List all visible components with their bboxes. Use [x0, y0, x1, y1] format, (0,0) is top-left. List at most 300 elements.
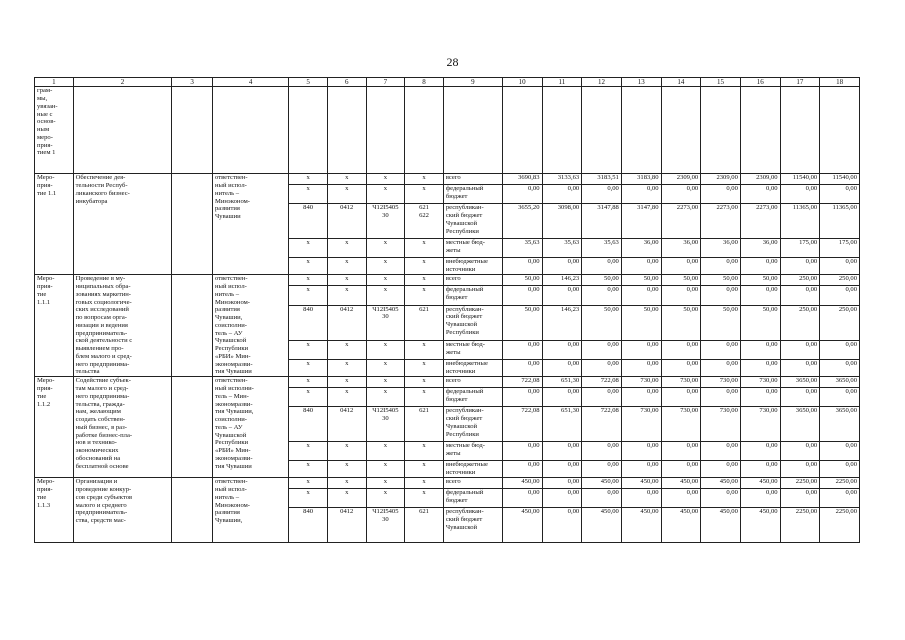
- amount-cell: 0,00: [701, 442, 741, 461]
- column-number-row: [35, 78, 860, 87]
- amount-cell: 2250,00: [820, 508, 860, 543]
- executor-cell: ответствен- ный исполни- тель – Мин- экономразви- тия Чувашии, соисполни- тель – АУ Чувашской Республики «РБИ» Мин- экономразви- тия Чувашии: [213, 377, 289, 478]
- amount-cell: 0,00: [780, 360, 820, 377]
- amount-cell: 11540,00: [820, 174, 860, 185]
- grbs-code-cell: 840: [289, 305, 328, 340]
- section-code-cell: 0412: [327, 305, 366, 340]
- column-number-cell: 10: [502, 78, 542, 87]
- amount-cell: 50,00: [661, 275, 701, 286]
- amount-cell: 0,00: [740, 461, 780, 478]
- amount-cell: 36,00: [740, 239, 780, 258]
- grbs-code-cell: 840: [289, 407, 328, 442]
- empty-cell: [820, 87, 860, 174]
- section-code-cell: x: [327, 377, 366, 388]
- program-funding-table: [34, 77, 860, 543]
- funding-source-cell: местные бюд- жеты: [443, 340, 502, 359]
- expense-type-cell: x: [405, 239, 444, 258]
- amount-cell: 450,00: [582, 478, 622, 489]
- amount-cell: 50,00: [502, 305, 542, 340]
- amount-cell: 0,00: [502, 489, 542, 508]
- amount-cell: 0,00: [820, 258, 860, 275]
- expense-type-cell: x: [405, 360, 444, 377]
- amount-cell: 0,00: [780, 340, 820, 359]
- event-name-cell: Содействие субъек- там малого и сред- него предпринима- тельства, граждa- нам, желающим создать собствен- ный бизнес, в раз- работке бизнес-пла- нов и технико- экономических обоснований на бесплатной основе: [73, 377, 172, 478]
- section-code-cell: 0412: [327, 407, 366, 442]
- amount-cell: 250,00: [820, 275, 860, 286]
- amount-cell: 0,00: [661, 340, 701, 359]
- column-number-cell: 14: [661, 78, 701, 87]
- amount-cell: 0,00: [820, 461, 860, 478]
- column-number-cell: 11: [542, 78, 582, 87]
- target-article-cell: x: [366, 377, 405, 388]
- grbs-code-cell: x: [289, 489, 328, 508]
- amount-cell: 0,00: [701, 388, 741, 407]
- amount-cell: 0,00: [820, 185, 860, 204]
- amount-cell: 0,00: [740, 258, 780, 275]
- target-article-cell: x: [366, 388, 405, 407]
- column-number-cell: 15: [701, 78, 741, 87]
- expense-type-cell: 621: [405, 508, 444, 543]
- expense-type-cell: 621 622: [405, 204, 444, 239]
- funding-source-cell: внебюджетные источники: [443, 258, 502, 275]
- amount-cell: 2309,00: [661, 174, 701, 185]
- empty-cell: [443, 87, 502, 174]
- amount-cell: 35,63: [542, 239, 582, 258]
- empty-cell: [701, 87, 741, 174]
- amount-cell: 36,00: [661, 239, 701, 258]
- amount-cell: 0,00: [820, 286, 860, 305]
- amount-cell: 0,00: [582, 442, 622, 461]
- amount-cell: 0,00: [740, 340, 780, 359]
- amount-cell: 450,00: [621, 508, 661, 543]
- executor-cell: ответствен- ный испол- нитель – Минэконом- развития Чувашии: [213, 174, 289, 275]
- section-code-cell: x: [327, 174, 366, 185]
- amount-cell: 0,00: [621, 340, 661, 359]
- column-number-cell: 3: [172, 78, 213, 87]
- grbs-code-cell: x: [289, 478, 328, 489]
- funding-source-cell: республикан- ский бюджет Чувашской Республики: [443, 407, 502, 442]
- amount-cell: 35,63: [502, 239, 542, 258]
- amount-cell: 0,00: [780, 388, 820, 407]
- amount-cell: 651,30: [542, 377, 582, 388]
- amount-cell: 3650,00: [820, 407, 860, 442]
- amount-cell: 0,00: [621, 461, 661, 478]
- amount-cell: 730,00: [621, 377, 661, 388]
- target-article-cell: Ч12I5405 30: [366, 305, 405, 340]
- amount-cell: 50,00: [582, 275, 622, 286]
- amount-cell: 0,00: [542, 340, 582, 359]
- target-article-cell: Ч12I5405 30: [366, 204, 405, 239]
- continuation-text-cell: грам- мы, увязан- ные с основ- ным меро- прия- тием 1: [35, 87, 74, 174]
- amount-cell: 450,00: [701, 478, 741, 489]
- amount-cell: 2273,00: [701, 204, 741, 239]
- grbs-code-cell: x: [289, 360, 328, 377]
- amount-cell: 730,00: [661, 407, 701, 442]
- amount-cell: 2250,00: [780, 478, 820, 489]
- amount-cell: 0,00: [780, 442, 820, 461]
- amount-cell: 2309,00: [701, 174, 741, 185]
- funding-source-cell: местные бюд- жеты: [443, 442, 502, 461]
- section-code-cell: x: [327, 388, 366, 407]
- amount-cell: 722,08: [582, 407, 622, 442]
- amount-cell: 0,00: [502, 340, 542, 359]
- amount-cell: 0,00: [780, 185, 820, 204]
- amount-cell: 11365,00: [780, 204, 820, 239]
- column-number-cell: 7: [366, 78, 405, 87]
- amount-cell: 0,00: [740, 185, 780, 204]
- section-code-cell: x: [327, 275, 366, 286]
- amount-cell: 0,00: [582, 388, 622, 407]
- amount-cell: 0,00: [661, 489, 701, 508]
- expense-type-cell: x: [405, 185, 444, 204]
- amount-cell: 0,00: [740, 489, 780, 508]
- funding-source-cell: всего: [443, 478, 502, 489]
- event-code-cell: Меро- прия- тие 1.1: [35, 174, 74, 275]
- section-code-cell: 0412: [327, 204, 366, 239]
- target-article-cell: x: [366, 239, 405, 258]
- amount-cell: 35,63: [582, 239, 622, 258]
- amount-cell: 450,00: [502, 478, 542, 489]
- target-article-cell: Ч12I5405 30: [366, 407, 405, 442]
- grbs-code-cell: x: [289, 461, 328, 478]
- target-article-cell: x: [366, 461, 405, 478]
- funding-source-cell: внебюджетные источники: [443, 360, 502, 377]
- amount-cell: 0,00: [621, 388, 661, 407]
- amount-cell: 50,00: [661, 305, 701, 340]
- amount-cell: 0,00: [621, 258, 661, 275]
- amount-cell: 0,00: [701, 360, 741, 377]
- amount-cell: 730,00: [701, 377, 741, 388]
- executor-cell: ответствен- ный испол- нитель – Минэконом- развития Чувашии, соисполни- тель – АУ Чувашской Республики «РБИ» Мин- экономразви- тия Чувашии: [213, 275, 289, 377]
- amount-cell: 0,00: [820, 340, 860, 359]
- section-code-cell: x: [327, 239, 366, 258]
- amount-cell: 146,23: [542, 305, 582, 340]
- amount-cell: 0,00: [582, 461, 622, 478]
- amount-cell: 0,00: [542, 442, 582, 461]
- empty-cell: [172, 275, 213, 377]
- amount-cell: 0,00: [621, 185, 661, 204]
- amount-cell: 0,00: [701, 185, 741, 204]
- amount-cell: 3650,00: [780, 377, 820, 388]
- amount-cell: 0,00: [542, 461, 582, 478]
- table-row: [35, 377, 860, 388]
- column-number-cell: 8: [405, 78, 444, 87]
- amount-cell: 0,00: [542, 388, 582, 407]
- amount-cell: 3147,80: [621, 204, 661, 239]
- amount-cell: 0,00: [542, 360, 582, 377]
- funding-source-cell: республикан- ский бюджет Чувашской Республики: [443, 305, 502, 340]
- grbs-code-cell: x: [289, 185, 328, 204]
- amount-cell: 2273,00: [740, 204, 780, 239]
- amount-cell: 0,00: [820, 388, 860, 407]
- amount-cell: 722,08: [502, 407, 542, 442]
- empty-cell: [213, 87, 289, 174]
- grbs-code-cell: x: [289, 174, 328, 185]
- empty-cell: [661, 87, 701, 174]
- table-row: [35, 478, 860, 489]
- amount-cell: 50,00: [740, 305, 780, 340]
- section-code-cell: x: [327, 258, 366, 275]
- amount-cell: 0,00: [582, 185, 622, 204]
- section-code-cell: x: [327, 489, 366, 508]
- grbs-code-cell: x: [289, 377, 328, 388]
- amount-cell: 36,00: [701, 239, 741, 258]
- amount-cell: 250,00: [780, 305, 820, 340]
- column-number-cell: 5: [289, 78, 328, 87]
- empty-cell: [73, 87, 172, 174]
- funding-source-cell: всего: [443, 174, 502, 185]
- amount-cell: 3655,20: [502, 204, 542, 239]
- grbs-code-cell: x: [289, 340, 328, 359]
- section-code-cell: x: [327, 478, 366, 489]
- amount-cell: 146,23: [542, 275, 582, 286]
- amount-cell: 0,00: [740, 442, 780, 461]
- grbs-code-cell: x: [289, 258, 328, 275]
- amount-cell: 0,00: [542, 258, 582, 275]
- empty-cell: [542, 87, 582, 174]
- amount-cell: 2250,00: [780, 508, 820, 543]
- amount-cell: 11540,00: [780, 174, 820, 185]
- amount-cell: 450,00: [502, 508, 542, 543]
- column-number-cell: 2: [73, 78, 172, 87]
- amount-cell: 50,00: [740, 275, 780, 286]
- amount-cell: 0,00: [542, 508, 582, 543]
- empty-cell: [172, 478, 213, 543]
- event-code-cell: Меро- прия- тие 1.1.1: [35, 275, 74, 377]
- event-name-cell: Организация и проведение конкур- сов среди субъектов малого и среднего предприниматель- ства, средств мас-: [73, 478, 172, 543]
- amount-cell: 0,00: [542, 286, 582, 305]
- amount-cell: 3650,00: [780, 407, 820, 442]
- expense-type-cell: x: [405, 442, 444, 461]
- amount-cell: 730,00: [661, 377, 701, 388]
- target-article-cell: Ч12I5405 30: [366, 508, 405, 543]
- expense-type-cell: x: [405, 340, 444, 359]
- funding-source-cell: местные бюд- жеты: [443, 239, 502, 258]
- amount-cell: 450,00: [582, 508, 622, 543]
- expense-type-cell: x: [405, 461, 444, 478]
- amount-cell: 0,00: [542, 489, 582, 508]
- empty-cell: [366, 87, 405, 174]
- amount-cell: 0,00: [780, 461, 820, 478]
- amount-cell: 450,00: [661, 478, 701, 489]
- amount-cell: 0,00: [820, 360, 860, 377]
- amount-cell: 450,00: [740, 508, 780, 543]
- amount-cell: 450,00: [740, 478, 780, 489]
- amount-cell: 0,00: [502, 442, 542, 461]
- grbs-code-cell: x: [289, 388, 328, 407]
- expense-type-cell: x: [405, 275, 444, 286]
- amount-cell: 0,00: [740, 286, 780, 305]
- target-article-cell: x: [366, 489, 405, 508]
- executor-cell: ответствен- ный испол- нитель – Минэконом- развития Чувашии,: [213, 478, 289, 543]
- table-row: [35, 275, 860, 286]
- amount-cell: 0,00: [502, 185, 542, 204]
- funding-source-cell: всего: [443, 377, 502, 388]
- target-article-cell: x: [366, 185, 405, 204]
- amount-cell: 0,00: [701, 340, 741, 359]
- empty-cell: [172, 174, 213, 275]
- amount-cell: 0,00: [542, 185, 582, 204]
- amount-cell: 0,00: [661, 388, 701, 407]
- section-code-cell: x: [327, 461, 366, 478]
- column-number-cell: 13: [621, 78, 661, 87]
- empty-cell: [582, 87, 622, 174]
- amount-cell: 722,08: [502, 377, 542, 388]
- grbs-code-cell: x: [289, 275, 328, 286]
- column-number-cell: 1: [35, 78, 74, 87]
- amount-cell: 50,00: [502, 275, 542, 286]
- column-number-cell: 9: [443, 78, 502, 87]
- amount-cell: 250,00: [780, 275, 820, 286]
- empty-cell: [327, 87, 366, 174]
- section-code-cell: x: [327, 185, 366, 204]
- amount-cell: 0,00: [820, 442, 860, 461]
- amount-cell: 730,00: [740, 407, 780, 442]
- amount-cell: 730,00: [621, 407, 661, 442]
- empty-cell: [172, 87, 213, 174]
- empty-cell: [780, 87, 820, 174]
- amount-cell: 3098,00: [542, 204, 582, 239]
- funding-source-cell: внебюджетные источники: [443, 461, 502, 478]
- amount-cell: 0,00: [621, 360, 661, 377]
- amount-cell: 730,00: [740, 377, 780, 388]
- event-name-cell: Проведение в му- ниципальных обра- зованиях маркетин- говых социологиче- ских исследований по вопросам орга- низации и ведения предприниматель- ской деятельности с выявлением про- блем малого и сред- него предпринима- тельства: [73, 275, 172, 377]
- amount-cell: 0,00: [780, 286, 820, 305]
- amount-cell: 722,08: [582, 377, 622, 388]
- amount-cell: 0,00: [740, 388, 780, 407]
- column-number-cell: 18: [820, 78, 860, 87]
- amount-cell: 0,00: [740, 360, 780, 377]
- grbs-code-cell: x: [289, 286, 328, 305]
- amount-cell: 0,00: [701, 286, 741, 305]
- column-number-cell: 12: [582, 78, 622, 87]
- amount-cell: 651,30: [542, 407, 582, 442]
- table-row: [35, 174, 860, 185]
- amount-cell: 3650,00: [820, 377, 860, 388]
- amount-cell: 0,00: [542, 478, 582, 489]
- target-article-cell: x: [366, 442, 405, 461]
- amount-cell: 730,00: [701, 407, 741, 442]
- section-code-cell: x: [327, 442, 366, 461]
- expense-type-cell: 621: [405, 305, 444, 340]
- amount-cell: 0,00: [661, 360, 701, 377]
- expense-type-cell: x: [405, 489, 444, 508]
- amount-cell: 450,00: [701, 508, 741, 543]
- amount-cell: 3690,83: [502, 174, 542, 185]
- amount-cell: 0,00: [701, 258, 741, 275]
- amount-cell: 11365,00: [820, 204, 860, 239]
- amount-cell: 50,00: [582, 305, 622, 340]
- amount-cell: 250,00: [820, 305, 860, 340]
- amount-cell: 0,00: [621, 286, 661, 305]
- expense-type-cell: 621: [405, 407, 444, 442]
- amount-cell: 0,00: [780, 489, 820, 508]
- funding-source-cell: федеральный бюджет: [443, 185, 502, 204]
- grbs-code-cell: 840: [289, 508, 328, 543]
- amount-cell: 36,00: [621, 239, 661, 258]
- amount-cell: 0,00: [661, 461, 701, 478]
- empty-cell: [740, 87, 780, 174]
- target-article-cell: x: [366, 174, 405, 185]
- grbs-code-cell: 840: [289, 204, 328, 239]
- amount-cell: 50,00: [621, 275, 661, 286]
- amount-cell: 0,00: [582, 340, 622, 359]
- target-article-cell: x: [366, 275, 405, 286]
- amount-cell: 0,00: [502, 258, 542, 275]
- amount-cell: 175,00: [820, 239, 860, 258]
- amount-cell: 2250,00: [820, 478, 860, 489]
- amount-cell: 0,00: [701, 461, 741, 478]
- target-article-cell: x: [366, 258, 405, 275]
- amount-cell: 50,00: [701, 305, 741, 340]
- funding-source-cell: федеральный бюджет: [443, 489, 502, 508]
- empty-cell: [621, 87, 661, 174]
- amount-cell: 2309,00: [740, 174, 780, 185]
- amount-cell: 0,00: [780, 258, 820, 275]
- amount-cell: 0,00: [661, 442, 701, 461]
- amount-cell: 0,00: [502, 461, 542, 478]
- amount-cell: 0,00: [621, 489, 661, 508]
- event-name-cell: Обеспечение дея- тельности Респуб- ликанского бизнес- инкубатора: [73, 174, 172, 275]
- funding-source-cell: всего: [443, 275, 502, 286]
- section-code-cell: 0412: [327, 508, 366, 543]
- expense-type-cell: x: [405, 286, 444, 305]
- funding-source-cell: федеральный бюджет: [443, 286, 502, 305]
- event-code-cell: Меро- прия- тие 1.1.3: [35, 478, 74, 543]
- expense-type-cell: x: [405, 258, 444, 275]
- amount-cell: 0,00: [582, 489, 622, 508]
- expense-type-cell: x: [405, 377, 444, 388]
- section-code-cell: x: [327, 340, 366, 359]
- amount-cell: 0,00: [661, 185, 701, 204]
- funding-source-cell: республикан- ский бюджет Чувашской: [443, 508, 502, 543]
- section-code-cell: x: [327, 286, 366, 305]
- amount-cell: 450,00: [621, 478, 661, 489]
- target-article-cell: x: [366, 478, 405, 489]
- amount-cell: 3183,80: [621, 174, 661, 185]
- amount-cell: 0,00: [502, 388, 542, 407]
- amount-cell: 0,00: [820, 489, 860, 508]
- event-code-cell: Меро- прия- тие 1.1.2: [35, 377, 74, 478]
- amount-cell: 50,00: [621, 305, 661, 340]
- section-code-cell: x: [327, 360, 366, 377]
- expense-type-cell: x: [405, 174, 444, 185]
- column-number-cell: 17: [780, 78, 820, 87]
- column-number-cell: 4: [213, 78, 289, 87]
- amount-cell: 3133,63: [542, 174, 582, 185]
- amount-cell: 50,00: [701, 275, 741, 286]
- amount-cell: 0,00: [661, 258, 701, 275]
- page-number: 28: [446, 55, 459, 69]
- column-number-cell: 16: [740, 78, 780, 87]
- amount-cell: 0,00: [701, 489, 741, 508]
- amount-cell: 0,00: [661, 286, 701, 305]
- target-article-cell: x: [366, 340, 405, 359]
- amount-cell: 0,00: [502, 286, 542, 305]
- funding-source-cell: федеральный бюджет: [443, 388, 502, 407]
- amount-cell: 0,00: [582, 286, 622, 305]
- empty-cell: [405, 87, 444, 174]
- target-article-cell: x: [366, 286, 405, 305]
- empty-cell: [289, 87, 328, 174]
- amount-cell: 0,00: [502, 360, 542, 377]
- grbs-code-cell: x: [289, 442, 328, 461]
- target-article-cell: x: [366, 360, 405, 377]
- funding-source-cell: республикан- ский бюджет Чувашской Республики: [443, 204, 502, 239]
- amount-cell: 450,00: [661, 508, 701, 543]
- grbs-code-cell: x: [289, 239, 328, 258]
- amount-cell: 0,00: [621, 442, 661, 461]
